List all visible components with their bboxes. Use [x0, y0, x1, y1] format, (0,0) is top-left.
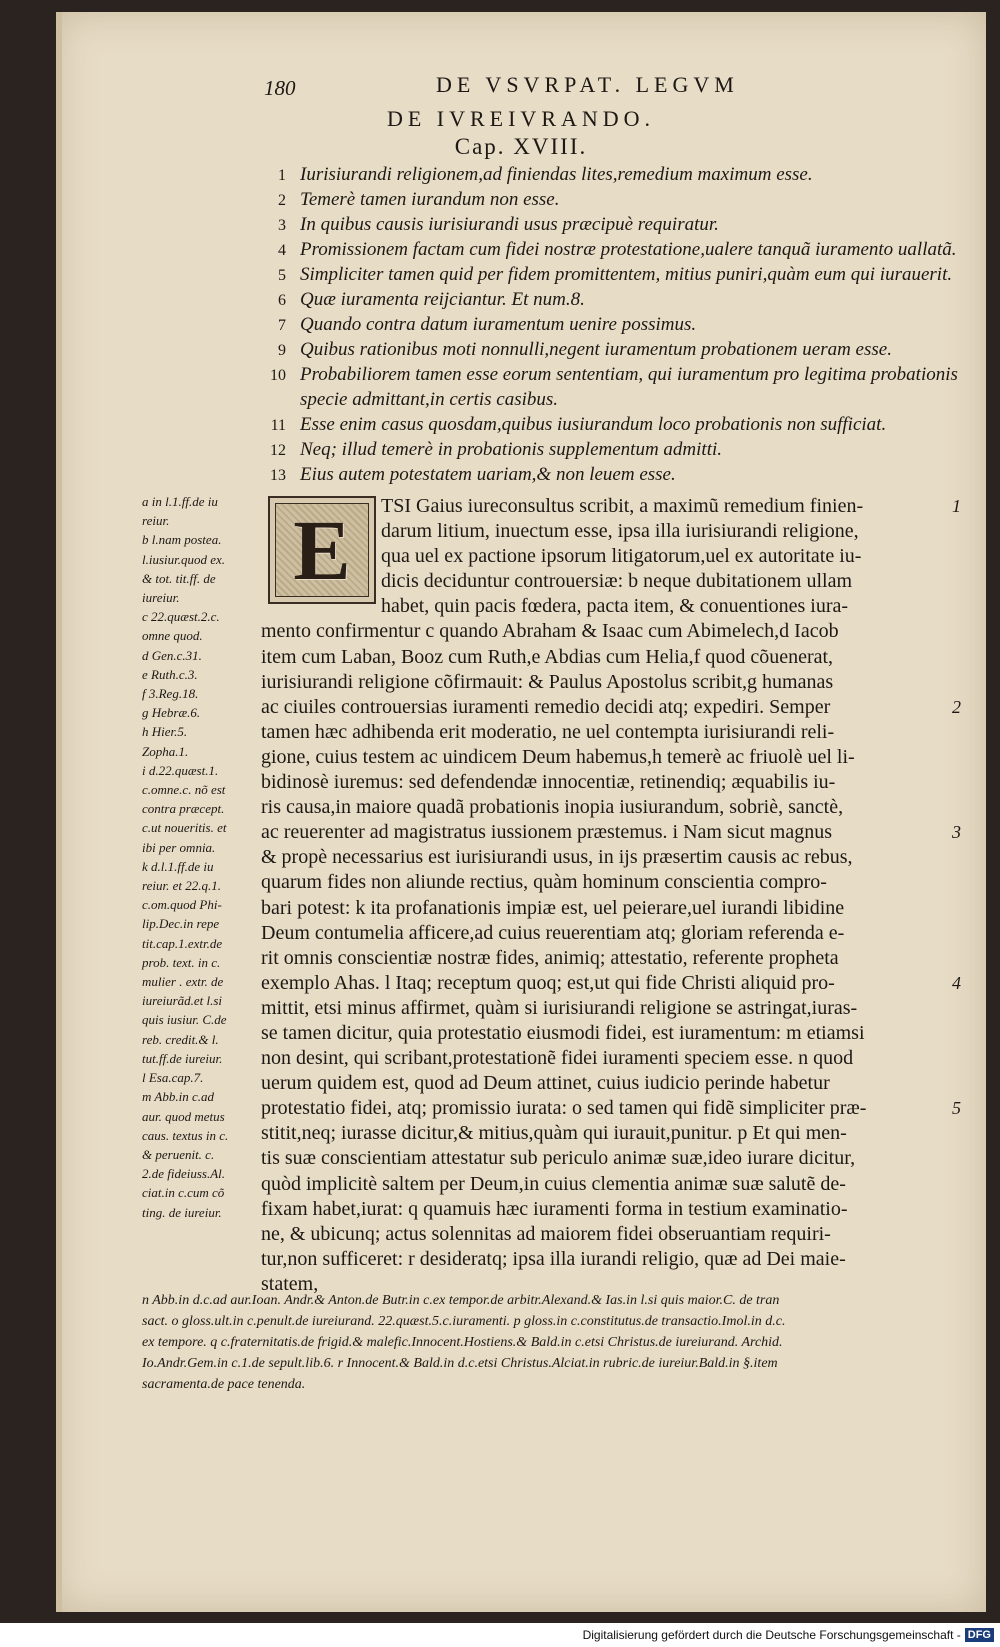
summary-item [256, 389, 986, 414]
digitization-banner [0, 1623, 1000, 1647]
text-line: ac reuerenter ad magistratus iussionem præstemus. i Nam sicut magnus [261, 821, 832, 844]
summary-item [256, 264, 986, 289]
section-title: DE IVREIVRANDO. [386, 106, 656, 131]
paragraph-number: 3 [952, 822, 961, 843]
text-line: bidinosè iuremus: sed defendendæ innocentiæ, retinendiq; æquabilis iu- [261, 771, 836, 794]
page-edge [56, 12, 62, 1612]
text-line: protestatio fidei, atq; promissio iurata: o sed tamen qui fidẽ simpliciter præ- [261, 1097, 867, 1120]
text-line: & propè necessarius est iurisiurandi usus, in ijs præsertim causis ac rebus, [261, 846, 853, 869]
summary-item [256, 314, 986, 339]
margin-note: lip.Dec.in repe [142, 916, 220, 932]
text-line: darum litium, inuectum esse, ipsa illa iurisiurandi religione, [381, 520, 859, 543]
summary-number: 11 [270, 417, 286, 434]
text-line: mittit, etsi minus affirmet, quàm si iurisiurandi religione se astringat,iuras- [261, 996, 858, 1019]
margin-note: l.iusiur.quod ex. [142, 551, 226, 567]
book-page [56, 12, 986, 1612]
text-line: statem, [261, 1272, 319, 1295]
footnote-line: ex tempore. q c.fraternitatis.de frigid.& malefic.Innocent.Hostiens.& Bald.in c.etsi Christus.de iureiurand. Archid. [142, 1335, 783, 1350]
margin-note: c.om.quod Phi- [142, 897, 222, 913]
summary-text: Esse enim casus quosdam,quibus iusiurandum loco probationis non sufficiat. [300, 414, 887, 435]
summary-text: Iurisiurandi religionem,ad finiendas lites,remedium maximum esse. [300, 164, 813, 185]
chapter-number: Cap. XVIII. [454, 134, 588, 159]
footnote-line: sact. o gloss.ult.in c.penult.de iureiurand. 22.quæst.5.c.iuramenti. p gloss.in c.constitutus.de transactio.Imol.in d.c. [142, 1314, 786, 1329]
paragraph-number: 5 [952, 1098, 961, 1119]
text-line: TSI Gaius iureconsultus scribit, a maximũ remedium finien- [381, 495, 864, 517]
main-text [261, 494, 951, 1297]
margin-note: 2.de fideiuss.Al. [142, 1166, 226, 1182]
margin-note: c 22.quæst.2.c. [142, 609, 220, 625]
footnote-line: sacramenta.de pace tenenda. [142, 1377, 306, 1392]
summary-text: Quando contra datum iuramentum uenire possimus. [300, 314, 697, 335]
summary-number: 3 [278, 217, 286, 234]
paragraph-number: 1 [952, 496, 961, 516]
initial-letter: E [293, 502, 351, 598]
margin-notes [142, 492, 258, 1222]
text-line: ac ciuiles controuersias iuramenti remedio decidi atq; expediri. Semper [261, 695, 831, 718]
text-line: tamen hæc adhibenda erit moderatio, ne uel contempta iurisiurandi reli- [261, 720, 835, 743]
summary-number: 4 [278, 242, 286, 259]
margin-note: prob. text. in c. [142, 954, 221, 970]
margin-note: caus. textus in c. [142, 1127, 229, 1143]
margin-note: c.omne.c. nõ est [142, 782, 226, 798]
margin-note: f 3.Reg.18. [142, 686, 199, 702]
text-line: quarum fides non aliunde rectius, quàm hominum conscientia compro- [261, 871, 827, 894]
paragraph-number: 4 [952, 972, 961, 993]
running-head: DE VSVRPAT. LEGVM [436, 72, 739, 97]
margin-note: & tot. tit.ff. de [142, 570, 216, 586]
banner-text: Digitalisierung gefördert durch die Deutsche Forschungsgemeinschaft - [582, 1628, 961, 1642]
margin-note: reb. credit.& l. [142, 1031, 219, 1047]
margin-note: ciat.in c.cum cõ [142, 1185, 225, 1201]
text-line: se tamen dicitur, quia protestatio eiusmodi fidei, est iuramentum: m etiamsi [261, 1021, 865, 1044]
summary-number: 9 [278, 342, 286, 359]
summary-text: In quibus causis iurisiurandi usus præcipuè requiratur. [300, 214, 719, 235]
margin-note: g Hebræ.6. [142, 705, 201, 721]
text-line: dicis deciduntur controuersiæ: b neque dubitationem ullam [381, 570, 853, 593]
margin-note: l Esa.cap.7. [142, 1070, 204, 1086]
margin-note: iureiur. [142, 590, 180, 606]
text-line: Deum contumelia afficere,ad cuius reuerentiam atq; gloriam referenda e- [261, 921, 845, 944]
summary-text: Quæ iuramenta reijciantur. Et num.8. [300, 289, 585, 310]
text-line: exemplo Ahas. l Itaq; receptum quoq; est,ut qui fide Christi aliquid pro- [261, 971, 835, 994]
margin-note: quis iusiur. C.de [142, 1012, 227, 1028]
summary-item [256, 214, 986, 239]
text-line: tur,non sufficeret: r desideratq; ipsa illa iurandi religio, quæ ad Dei maie- [261, 1247, 846, 1270]
margin-note: b l.nam postea. [142, 532, 222, 548]
text-line: iurisiurandi religione cõfirmauit: & Paulus Apostolus scribit,g humanas [261, 670, 834, 693]
margin-note: iureiurãd.et l.si [142, 993, 223, 1009]
margin-note: c.ut noueritis. et [142, 820, 227, 836]
summary-item [256, 339, 986, 364]
margin-note: tut.ff.de iureiur. [142, 1050, 223, 1066]
summary-text: Simpliciter tamen quid per fidem promittentem, mitius puniri,quàm eum qui iurauerit. [300, 264, 953, 285]
text-line: uerum quidem est, quod ad Deum attinet, cuius iudicio perinde habetur [261, 1072, 830, 1095]
footnote-line: Io.Andr.Gem.in c.1.de sepult.lib.6. r Innocent.& Bald.in d.c.etsi Christus.Alciat.in rubric.de iureiur.Bald.in §.item [142, 1356, 778, 1371]
text-line: gione, cuius testem ac uindicem Deum habemus,h temerè ac friuolè uel li- [261, 745, 855, 768]
summary-number: 1 [278, 167, 286, 184]
summary-number: 6 [278, 292, 286, 309]
footnote-line: n Abb.in d.c.ad aur.Ioan. Andr.& Anton.de Butr.in c.ex tempor.de arbitr.Alexand.& Ias.in l.si quis maior.C. de tran [142, 1293, 780, 1308]
margin-note: ibi per omnia. [142, 839, 216, 855]
text-line: qua uel ex pactione ipsorum litigatorum,uel ex autoritate iu- [381, 545, 862, 568]
margin-note: m Abb.in c.ad [142, 1089, 214, 1105]
summary-text: specie admittant,in certis casibus. [300, 389, 559, 410]
summary-item [256, 464, 986, 489]
margin-note: contra præcept. [142, 801, 225, 817]
summary-number: 7 [278, 317, 286, 334]
summary-text: Probabiliorem tamen esse eorum sententiam, qui iuramentum pro legitima probationis [300, 364, 958, 385]
dfg-logo: DFG [965, 1628, 994, 1642]
text-line: tis suæ conscientiam attestatur sub periculo animæ suæ,ideo iurare dicitur, [261, 1147, 856, 1170]
summary-number: 5 [278, 267, 286, 284]
text-line: rit omnis conscientiæ nostræ fides, animiq; attestatio, referente propheta [261, 946, 839, 969]
margin-note: a in l.1.ff.de iu [142, 494, 218, 509]
margin-note: i d.22.quæst.1. [142, 762, 219, 778]
margin-note: reiur. [142, 513, 170, 529]
text-line: stitit,neq; iurasse dicitur,& mitius,quàm qui iurauit,punitur. p Et qui men- [261, 1122, 847, 1145]
summary-item [256, 164, 986, 189]
summary-number: 10 [270, 367, 286, 384]
summary-number: 12 [270, 442, 286, 459]
margin-note: k d.l.1.ff.de iu [142, 858, 214, 874]
text-line: quòd implicitè saltem per Deum,in cuius clementia animæ suæ salutẽ de- [261, 1172, 846, 1195]
summary-item [256, 364, 986, 389]
summary-item [256, 439, 986, 464]
margin-note: reiur. et 22.q.1. [142, 878, 221, 894]
text-line: ne, & ubicunq; actus solennitas ad maiorem fidei obseruantiam requiri- [261, 1222, 831, 1245]
text-line: non desint, qui scribant,protestationẽ fidei iuramenti speciem esse. n quod [261, 1047, 854, 1070]
margin-note: ting. de iureiur. [142, 1204, 222, 1220]
margin-note: Zopha.1. [142, 743, 189, 759]
text-line: habet, quin pacis fœdera, pacta item, & conuentiones iura- [381, 595, 849, 618]
summary-text: Promissionem factam cum fidei nostræ protestatione,ualere tanquã iuramento uallatã. [300, 239, 957, 260]
summary-item [256, 289, 986, 314]
margin-note: aur. quod metus [142, 1108, 225, 1124]
text-line: mento confirmentur c quando Abraham & Isaac cum Abimelech,d Iacob [261, 620, 839, 643]
paragraph-number: 2 [952, 696, 961, 717]
chapter-summary [256, 164, 986, 489]
margin-note: mulier . extr. de [142, 974, 224, 990]
margin-note: omne quod. [142, 628, 203, 644]
margin-note: e Ruth.c.3. [142, 666, 198, 682]
text-line: item cum Laban, Booz cum Ruth,e Abdias cum Helia,f quod cõuenerat, [261, 645, 834, 668]
margin-note: tit.cap.1.extr.de [142, 935, 223, 951]
text-line: ris causa,in maiore quadã probationis inopia iusiurandum, sobriè, sanctè, [261, 796, 844, 819]
summary-item [256, 239, 986, 264]
page-number: 180 [264, 76, 296, 100]
margin-note: & peruenit. c. [142, 1146, 215, 1162]
footnotes [142, 1290, 972, 1395]
summary-item [256, 189, 986, 214]
text-line: fixam habet,iurat: q quamuis hæc iuramenti forma in testium examinatio- [261, 1197, 848, 1220]
summary-number: 13 [270, 467, 286, 484]
summary-text: Temerè tamen iurandum non esse. [300, 189, 560, 210]
summary-text: Neq; illud temerè in probationis supplementum admitti. [300, 439, 723, 460]
summary-text: Quibus rationibus moti nonnulli,negent iuramentum probationem ueram esse. [300, 339, 892, 360]
margin-note: h Hier.5. [142, 724, 188, 740]
summary-item [256, 414, 986, 439]
text-line: bari potest: k ita profanationis impiæ est, uel peierare,uel iurandi libidine [261, 896, 845, 919]
margin-note: d Gen.c.31. [142, 647, 202, 663]
summary-text: Eius autem potestatem uariam,& non leuem esse. [300, 464, 676, 485]
summary-number: 2 [278, 192, 286, 209]
